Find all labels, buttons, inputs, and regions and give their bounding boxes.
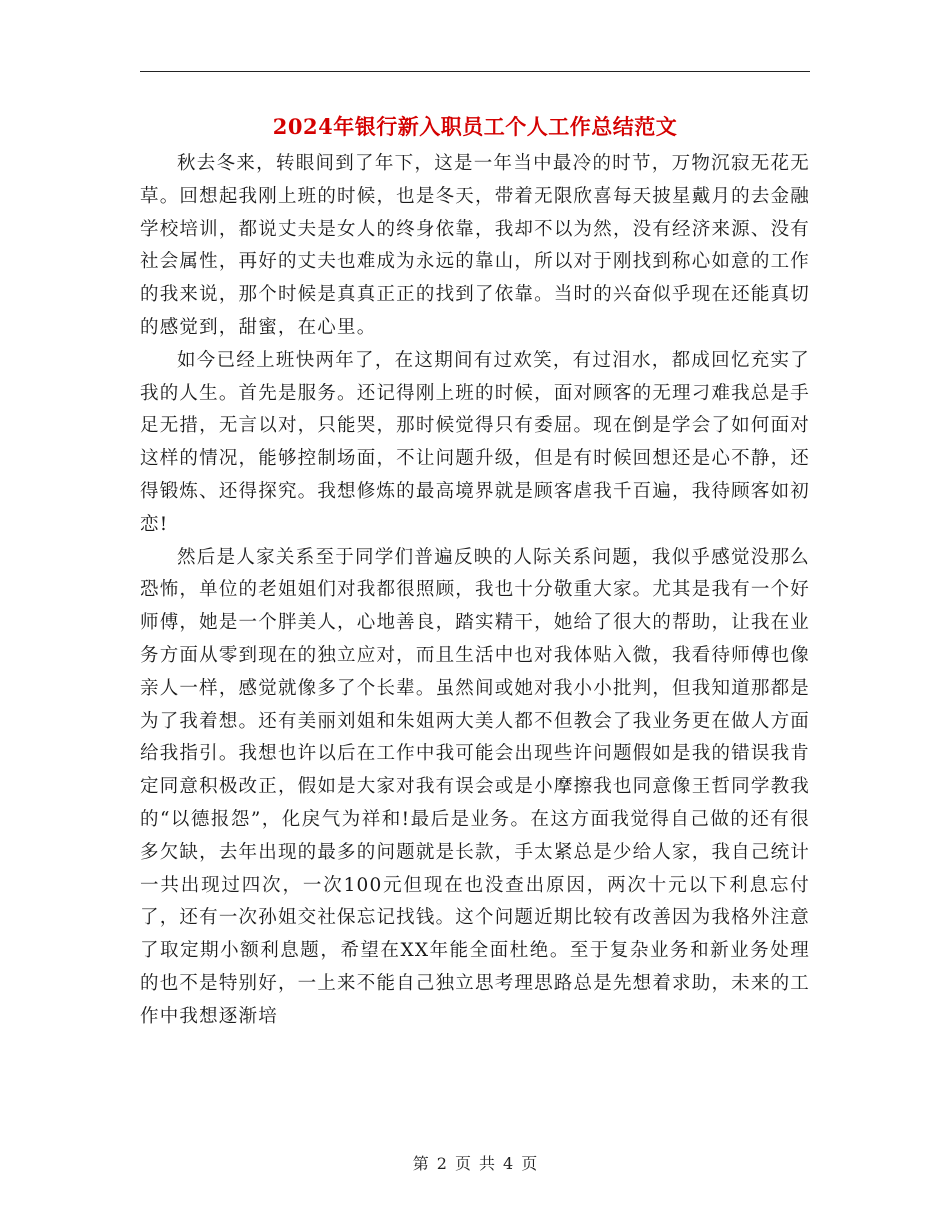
paragraph-1: 秋去冬来，转眼间到了年下，这是一年当中最冷的时节，万物沉寂无花无草。回想起我刚上班的时候，也是冬天，带着无限欣喜每天披星戴月的去金融学校培训，都说丈夫是女人的终身依靠，我却不以为然，没有经济来源、没有社会属性，再好的丈夫也难成为永远的靠山，所以对于刚找到称心如意的工作的我来说，那个时候是真真正正的找到了依靠。当时的兴奋似乎现在还能真切的感觉到，甜蜜，在心里。 xyxy=(140,153,810,338)
footer-page-word: 页 xyxy=(454,1154,471,1173)
document-body xyxy=(140,148,810,1034)
paragraph-3: 然后是人家关系至于同学们普遍反映的人际关系问题，我似乎感觉没那么恐怖，单位的老姐姐们对我都很照顾，我也十分敬重大家。尤其是我有一个好师傅，她是一个胖美人，心地善良，踏实精干，她给了很大的帮助，让我在业务方面从零到现在的独立应对，而且生活中也对我体贴入微，我看待师傅也像亲人一样，感觉就像多了个长辈。虽然间或她对我小小批判，但我知道那都是为了我着想。还有美丽刘姐和朱姐两大美人都不但教会了我业务更在做人方面给我指引。我想也许以后在工作中我可能会出现些许问题假如是我的错误我肯定同意积极改正，假如是大家对我有误会或是小摩擦我也同意像王哲同学教我的“以德报怨”，化戾气为祥和!最后是业务。在这方面我觉得自己做的还有很多欠缺，去年出现的最多的问题就是长款，手太紧总是少给人家，我自己统计一共出现过四次，一次100元但现在也没查出原因，两次十元以下利息忘付了，还有一次孙姐交社保忘记找钱。这个问题近期比较有改善因为我格外注意了取定期小额利息题，希望在XX年能全面杜绝。至于复杂业务和新业务处理的也不是特别好，一上来不能自己独立思考理思路总是先想着求助，未来的工作中我想逐渐培 xyxy=(140,546,810,1027)
footer-total-word: 共 xyxy=(479,1154,496,1173)
paragraph-2: 如今已经上班快两年了，在这期间有过欢笑，有过泪水，都成回忆充实了我的人生。首先是服务。还记得刚上班的时候，面对顾客的无理刁难我总是手足无措，无言以对，只能哭，那时候觉得只有委屈。现在倒是学会了如何面对这样的情况，能够控制场面，不让问题升级，但是有时候回想还是心不静，还得锻炼、还得探究。我想修炼的最高境界就是顾客虐我千百遍，我待顾客如初恋! xyxy=(140,349,810,535)
current-page-number: 2 xyxy=(436,1154,447,1173)
footer-suffix: 页 xyxy=(521,1154,538,1173)
document-title: 2024年银行新入职员工个人工作总结范文 xyxy=(272,114,678,139)
header-rule xyxy=(140,71,810,72)
page-footer xyxy=(140,1152,810,1176)
footer-prefix: 第 xyxy=(412,1154,429,1173)
total-pages-number: 4 xyxy=(503,1154,514,1173)
